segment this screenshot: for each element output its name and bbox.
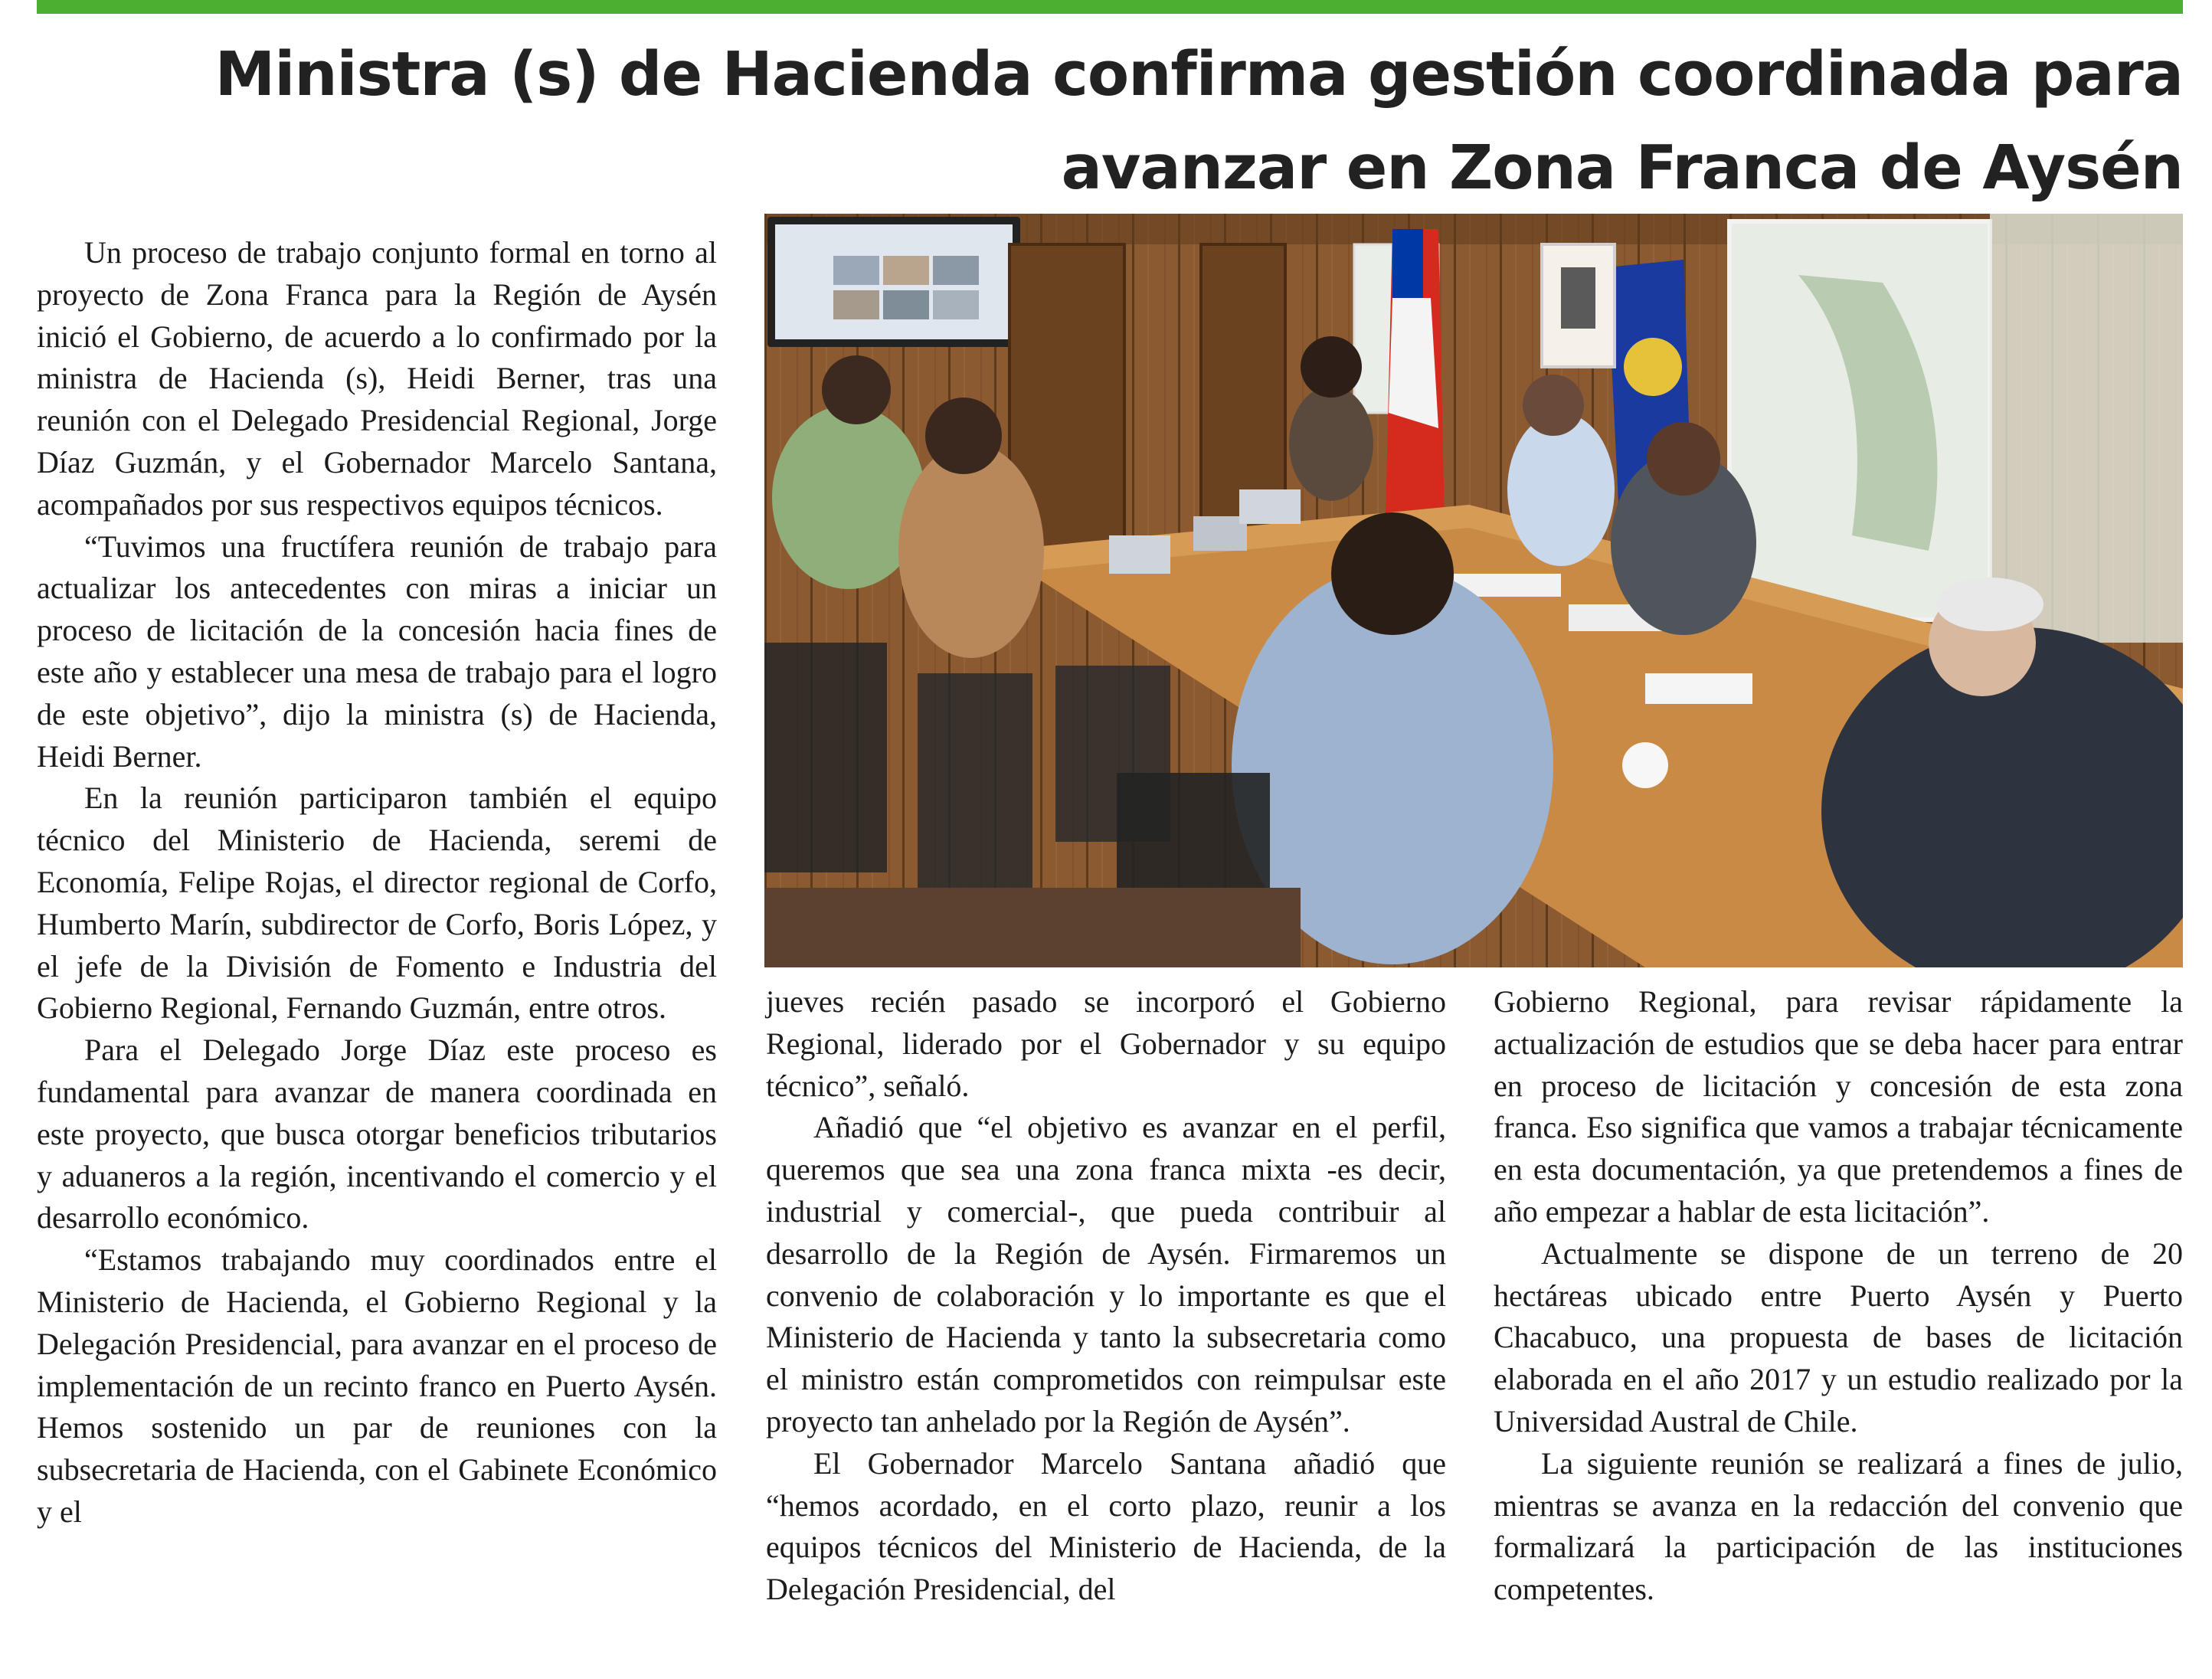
paragraph: Añadió que “el objetivo es avanzar en el perfil, queremos que sea una zona franca mixta -es decir, industrial y comercial-, que pueda contribuir al desarrollo de la Región de Aysén. Firmaremos un convenio de colaboración y lo importante es que el Ministerio de Hacienda y tanto la subsecretaria como el ministro están comprometidos con reimpulsar este proyecto tan anhelado por la Región de Aysén”. <box>766 1110 1446 1438</box>
paragraph: “Estamos trabajando muy coordinados entre el Ministerio de Hacienda, el Gobierno Regional y la Delegación Presidencial, para avanzar en el proceso de implementación de un recinto franco en Puerto Aysén. Hemos sostenido un par de reuniones con la subsecretaria de Hacienda, con el Gabinete Económico y el <box>37 1242 717 1529</box>
paragraph: En la reunión participaron también el equipo técnico del Ministerio de Hacienda, seremi de Economía, Felipe Rojas, el director regional de Corfo, Humberto Marín, subdirector de Corfo, Boris López, y el jefe de la División de Fomento e Industria del Gobierno Regional, Fernando Guzmán, entre otros. <box>37 781 717 1026</box>
paragraph: Actualmente se dispone de un terreno de 20 hectáreas ubicado entre Puerto Aysén y Puerto Chacabuco, una propuesta de bases de licitación elaborada en el año 2017 y un estudio realizado por la Universidad Austral de Chile. <box>1494 1236 2183 1438</box>
meeting-photo-illustration <box>764 214 2183 967</box>
paragraph: El Gobernador Marcelo Santana añadió que “hemos acordado, en el corto plazo, reunir a los equipos técnicos del Ministerio de Hacienda, de la Delegación Presidencial, del <box>766 1445 1446 1607</box>
paragraph: La siguiente reunión se realizará a fines de julio, mientras se avanza en la redacción del convenio que formalizará la participación de las instituciones competentes. <box>1494 1445 2183 1607</box>
accent-bar <box>37 0 2183 14</box>
tv-screen <box>767 217 1020 347</box>
article-column-1 <box>37 232 717 1533</box>
paragraph: jueves recién pasado se incorporó el Gobierno Regional, liderado por el Gobernador y su equipo técnico”, señaló. <box>766 984 1446 1103</box>
headline <box>37 28 2183 214</box>
article-column-2 <box>766 981 1446 1611</box>
meeting-photo <box>764 214 2183 967</box>
paragraph: Gobierno Regional, para revisar rápidamente la actualización de estudios que se deba hacer para entrar en proceso de licitación y concesión de esta zona franca. Eso significa que vamos a trabajar técnicamente en esta documentación, ya que pretendemos a fines de año empezar a hablar de esta licitación”. <box>1494 984 2183 1229</box>
article-column-3 <box>1494 981 2183 1611</box>
paragraph: Un proceso de trabajo conjunto formal en torno al proyecto de Zona Franca para la Región de Aysén inició el Gobierno, de acuerdo a lo confirmado por la ministra de Hacienda (s), Heidi Berner, tras una reunión con el Delegado Presidencial Regional, Jorge Díaz Guzmán, y el Gobernador Marcelo Santana, acompañados por sus respectivos equipos técnicos. <box>37 235 717 522</box>
headline-line-2: avanzar en Zona Franca de Aysén <box>1061 133 2183 203</box>
paragraph: “Tuvimos una fructífera reunión de trabajo para actualizar los antecedentes con miras a iniciar un proceso de licitación de la concesión hacia fines de este año y establecer una mesa de trabajo para el logro de este objetivo”, dijo la ministra (s) de Hacienda, Heidi Berner. <box>37 529 717 774</box>
headline-line-1: Ministra (s) de Hacienda confirma gestión coordinada para <box>214 39 2183 110</box>
paragraph: Para el Delegado Jorge Díaz este proceso es fundamental para avanzar de manera coordinada en este proyecto, que busca otorgar beneficios tributarios y aduaneros a la región, incentivando el comercio y el desarrollo económico. <box>37 1033 717 1236</box>
